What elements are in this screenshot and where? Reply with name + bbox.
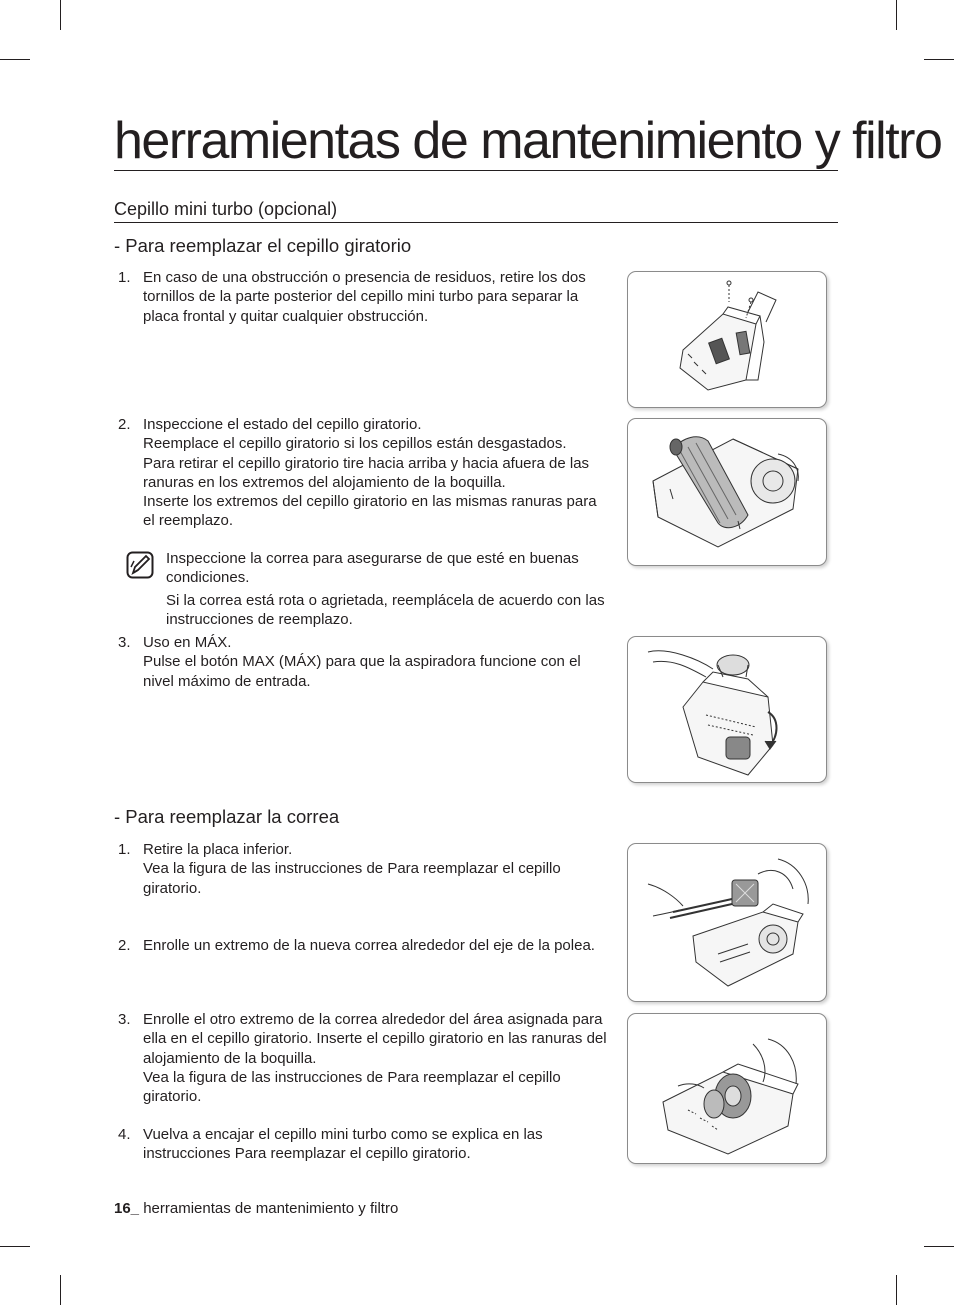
item-number: 1.: [118, 841, 131, 858]
belt-brush-illustration: [628, 1014, 826, 1163]
crop-mark: [924, 59, 954, 60]
subsection-title-belt: - Para reemplazar la correa: [114, 806, 340, 827]
item-number: 1.: [118, 269, 131, 286]
figure-belt-pulley: [627, 843, 827, 1002]
item-text: Uso en MÁX.: [143, 634, 232, 651]
item-text: Para retirar el cepillo giratorio tire hacia arriba y hacia afuera de las ranuras en los extremos del alojamiento de la boquilla.: [143, 454, 590, 491]
item-text: Reemplace el cepillo giratorio si los cepillos están desgastados.: [143, 435, 567, 453]
figure-remove-screws: [627, 271, 827, 408]
crop-mark: [60, 0, 61, 30]
brush-screws-illustration: [628, 272, 826, 407]
item-text: Enrolle un extremo de la nueva correa alrededor del eje de la polea.: [143, 937, 595, 954]
item-number: 2.: [118, 416, 131, 433]
item-text: Vea la figura de las instrucciones de Para reemplazar el cepillo giratorio.: [143, 860, 561, 897]
rotating-brush-illustration: [628, 419, 826, 565]
figure-belt-brush: [627, 1013, 827, 1164]
list-item: [118, 1010, 608, 1106]
list-item: [118, 1125, 608, 1164]
figure-brush-removal: [627, 418, 827, 566]
note-text: Si la correa está rota o agrietada, reemplácela de acuerdo con las instrucciones de reemplazo.: [166, 591, 605, 628]
item-number: 3.: [118, 1011, 131, 1028]
note-pencil-icon: [126, 551, 154, 579]
footer-text: herramientas de mantenimiento y filtro: [139, 1200, 399, 1217]
item-text: Enrolle el otro extremo de la correa alrededor del área asignada para ella en el cepillo giratorio. Inserte el cepillo giratorio en las ranuras del alojamiento de la boquilla.: [143, 1011, 607, 1067]
chapter-title: herramientas de mantenimiento y filtro: [114, 112, 942, 170]
item-text: Vea la figura de las instrucciones de Para reemplazar el cepillo giratorio.: [143, 1068, 561, 1106]
crop-mark: [60, 1275, 61, 1305]
list-item: [118, 840, 608, 898]
list-item: [118, 415, 608, 531]
section-title: Cepillo mini turbo (opcional): [114, 198, 838, 223]
item-number: 4.: [118, 1126, 131, 1143]
item-text: Retire la placa inferior.: [143, 841, 293, 858]
crop-mark: [896, 1275, 897, 1305]
crop-mark: [924, 1246, 954, 1247]
note-text: Inspeccione la correa para asegurarse de que esté en buenas condiciones.: [166, 550, 579, 587]
item-number: 2.: [118, 937, 131, 954]
crop-mark: [896, 0, 897, 30]
item-text: En caso de una obstrucción o presencia de residuos, retire los dos tornillos de la parte posterior del cepillo mini turbo para separar la placa frontal y quitar cualquier obstrucción.: [143, 269, 586, 325]
list-item: [118, 268, 608, 326]
list-item: [118, 936, 608, 955]
crop-mark: [0, 1246, 30, 1247]
list-item: [118, 633, 608, 691]
page-number: 16_: [114, 1200, 140, 1217]
page-footer: [114, 1200, 398, 1218]
figure-max-use: [627, 636, 827, 783]
max-mode-illustration: [628, 637, 826, 782]
belt-pulley-illustration: [628, 844, 826, 1001]
item-text: Inserte los extremos del cepillo giratorio en las mismas ranuras para el reemplazo.: [143, 493, 597, 530]
item-text: Vuelva a encajar el cepillo mini turbo como se explica en las instrucciones Para reemplazar el cepillo giratorio.: [143, 1126, 543, 1163]
item-text: Inspeccione el estado del cepillo giratorio.: [143, 416, 422, 433]
item-number: 3.: [118, 634, 131, 651]
item-text: Pulse el botón MAX (MÁX) para que la aspiradora funcione con el nivel máximo de entrada.: [143, 653, 581, 690]
subsection-title-brush: - Para reemplazar el cepillo giratorio: [114, 235, 412, 256]
crop-mark: [0, 59, 30, 60]
note-box: [126, 549, 610, 632]
